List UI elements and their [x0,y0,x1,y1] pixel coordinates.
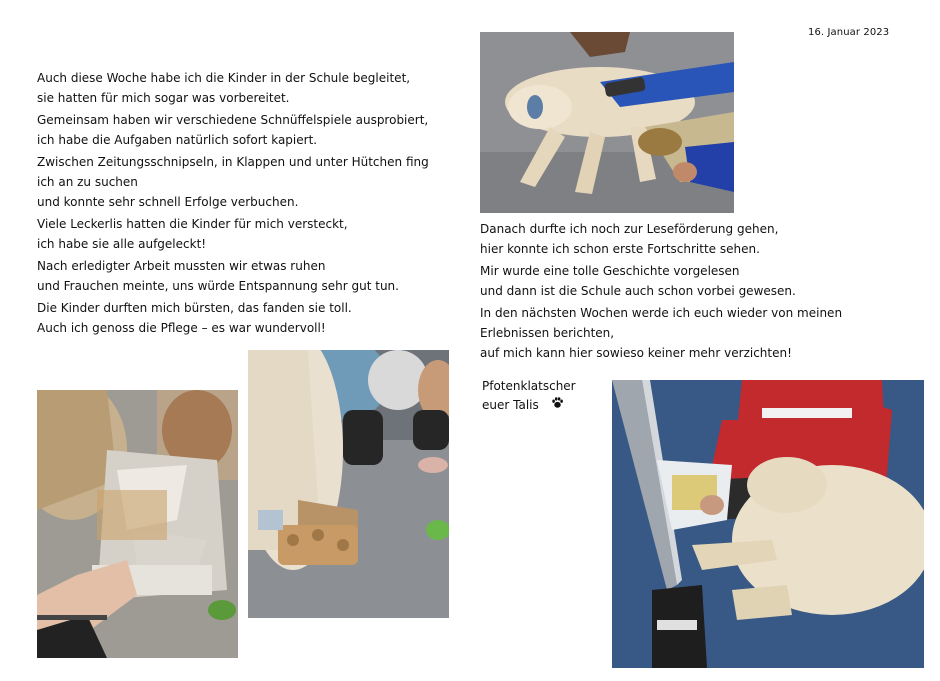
right-story-text [480,219,890,365]
text-line: und Frauchen meinte, uns würde Entspannung sehr gut tun. [37,279,399,293]
text-line: ich habe sie alle aufgeleckt! [37,237,207,251]
page-date: 16. Januar 2023 [808,27,890,38]
left-story-text [37,68,457,340]
text-line: Zwischen Zeitungsschnipseln, in Klappen und unter Hütchen fing ich an zu suchen [37,155,429,189]
paragraph-4 [37,214,457,254]
paragraph-9 [480,303,890,363]
text-line: ich habe die Aufgaben natürlich sofort kapiert. [37,133,318,147]
text-line: und dann ist die Schule auch schon vorbei gewesen. [480,284,796,298]
paragraph-5 [37,256,457,296]
text-line: Nach erledigter Arbeit mussten wir etwas ruhen [37,259,326,273]
text-line: sie hatten für mich sogar was vorbereitet. [37,91,290,105]
text-line: Danach durfte ich noch zur Leseförderung gehen, [480,222,779,236]
paragraph-8 [480,261,890,301]
text-line: und konnte sehr schnell Erfolge verbuchen. [37,195,299,209]
text-line: auf mich kann hier sowieso keiner mehr verzichten! [480,346,792,360]
text-line: Gemeinsam haben wir verschiedene Schnüffelspiele ausprobiert, [37,113,429,127]
photo-dog-lying-brushing [480,32,734,213]
text-line: Auch ich genoss die Pflege – es war wundervoll! [37,321,326,335]
text-line: Auch diese Woche habe ich die Kinder in der Schule begleitet, [37,71,411,85]
signature-line-1: Pfotenklatscher [482,379,576,393]
photo-dog-reading-child [612,380,924,668]
signature [482,377,576,415]
paragraph-7 [480,219,890,259]
text-line: Viele Leckerlis hatten die Kinder für mich versteckt, [37,217,348,231]
paragraph-2 [37,110,457,150]
signature-name: euer Talis [482,398,539,412]
text-line: Mir wurde eine tolle Geschichte vorgelesen [480,264,740,278]
signature-line-2 [482,396,576,415]
paragraph-3 [37,152,457,212]
text-line: Die Kinder durften mich bürsten, das fanden sie toll. [37,301,352,315]
text-line: hier konnte ich schon erste Fortschritte sehen. [480,242,760,256]
photo-dog-sniffing-board [248,350,449,618]
paragraph-6 [37,298,457,338]
text-line: In den nächsten Wochen werde ich euch wieder von meinen Erlebnissen berichten, [480,306,843,340]
photo-dog-sniffing-box [37,390,238,658]
paw-print-icon [551,396,564,415]
paragraph-1 [37,68,457,108]
